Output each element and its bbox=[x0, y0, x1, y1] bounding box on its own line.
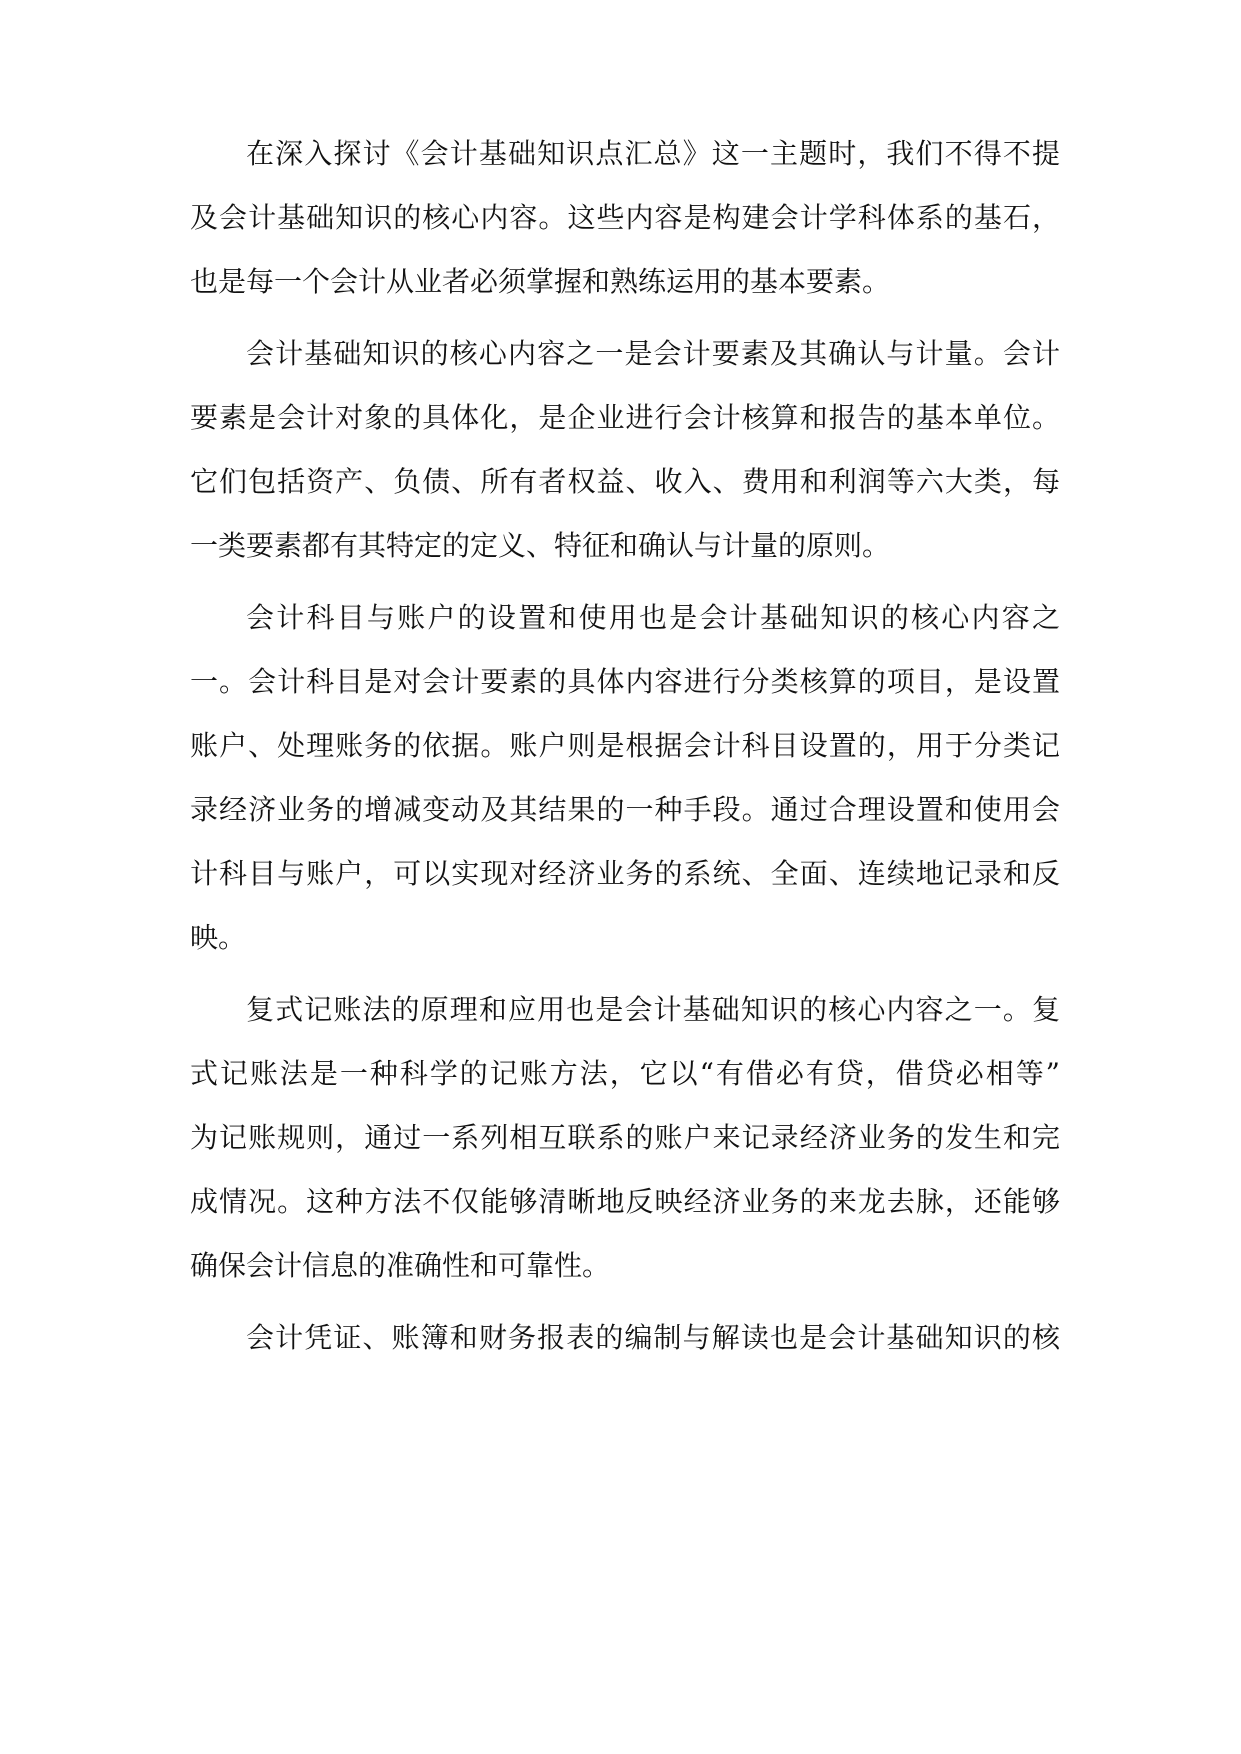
text-line: 映。 bbox=[190, 921, 247, 954]
text-line: 计科目与账户，可以实现对经济业务的系统、全面、连续地记录和反 bbox=[190, 857, 1060, 890]
text-line: 成情况。这种方法不仅能够清晰地反映经济业务的来龙去脉，还能够 bbox=[190, 1185, 1060, 1218]
text-line: 确保会计信息的准确性和可靠性。 bbox=[190, 1249, 611, 1282]
text-line: 一。会计科目是对会计要素的具体内容进行分类核算的项目，是设置 bbox=[190, 665, 1060, 698]
text-line: 在深入探讨《会计基础知识点汇总》这一主题时，我们不得不提 bbox=[246, 137, 1060, 170]
text-line: 账户、处理账务的依据。账户则是根据会计科目设置的，用于分类记 bbox=[190, 729, 1060, 762]
text-line: 要素是会计对象的具体化，是企业进行会计核算和报告的基本单位。 bbox=[190, 401, 1060, 434]
text-line: 式记账法是一种科学的记账方法，它以“有借必有贷，借贷必相等” bbox=[190, 1057, 1060, 1090]
text-line: 复式记账法的原理和应用也是会计基础知识的核心内容之一。复 bbox=[246, 993, 1060, 1026]
text-line: 一类要素都有其特定的定义、特征和确认与计量的原则。 bbox=[190, 529, 891, 562]
text-line: 为记账规则，通过一系列相互联系的账户来记录经济业务的发生和完 bbox=[190, 1121, 1060, 1154]
text-line: 录经济业务的增减变动及其结果的一种手段。通过合理设置和使用会 bbox=[190, 793, 1060, 826]
text-line: 及会计基础知识的核心内容。这些内容是构建会计学科体系的基石， bbox=[190, 201, 1060, 234]
text-line: 会计科目与账户的设置和使用也是会计基础知识的核心内容之 bbox=[246, 601, 1060, 634]
text-line: 会计凭证、账簿和财务报表的编制与解读也是会计基础知识的核 bbox=[246, 1321, 1060, 1354]
text-line: 它们包括资产、负债、所有者权益、收入、费用和利润等六大类，每 bbox=[190, 465, 1060, 498]
text-line: 也是每一个会计从业者必须掌握和熟练运用的基本要素。 bbox=[190, 265, 891, 298]
text-line: 会计基础知识的核心内容之一是会计要素及其确认与计量。会计 bbox=[246, 337, 1060, 370]
